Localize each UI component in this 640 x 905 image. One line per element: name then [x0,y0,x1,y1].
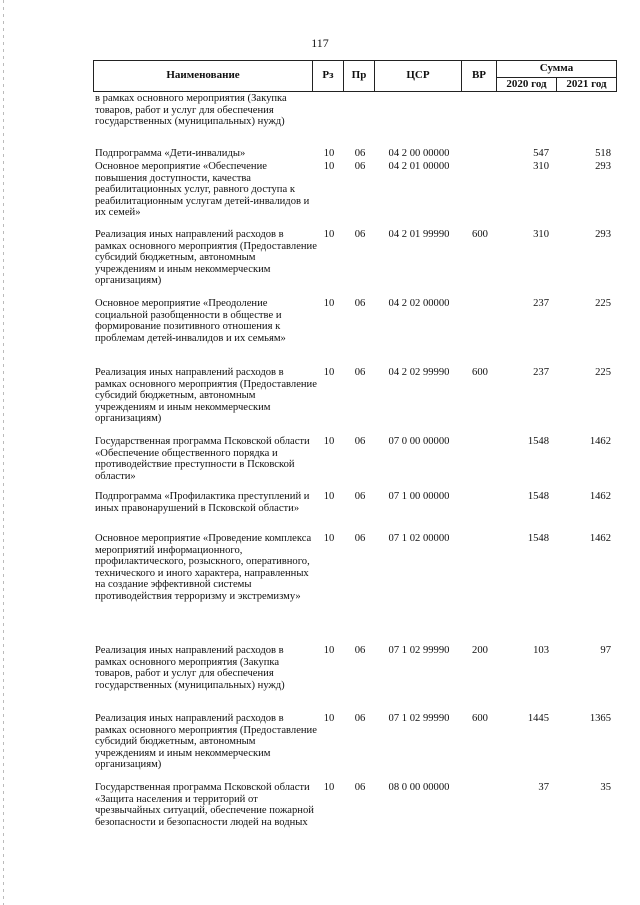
row-name: Подпрограмма «Дети-инвалиды» [95,148,246,159]
header-csr: ЦСР [375,61,462,92]
header-pr: Пр [344,61,375,92]
row-pr: 06 [354,491,366,502]
row-sum-2021: 293 [595,229,611,240]
row-sum-2021: 35 [600,782,611,793]
row-pr: 06 [354,782,366,793]
row-pr: 06 [354,298,366,309]
page-number: 117 [311,36,329,50]
row-sum-2021: 1365 [589,713,611,724]
row-sum-2021: 1462 [589,533,611,544]
row-csr: 07 1 00 00000 [388,491,450,502]
row-csr: 04 2 01 99990 [388,229,450,240]
row-rz: 10 [323,533,335,544]
row-name: Основное мероприятие «Преодоление социальной разобщенности в обществе и формирование позитивного отношения к проблемам детей-инвалидов и их семьям» [95,298,286,344]
row-name: Реализация иных направлений расходов в рамках основного мероприятия (Предоставление субсидий бюджетным, автономным учреждениям и иным некоммерческим организациям) [95,367,317,424]
header-year-2020: 2020 год [497,78,557,92]
row-vr: 600 [472,367,488,378]
row-rz: 10 [323,298,335,309]
row-vr: 600 [472,229,488,240]
row-csr: 04 2 02 99990 [388,367,450,378]
table-header [93,60,617,92]
header-name: Наименование [94,61,313,92]
row-rz: 10 [323,713,335,724]
row-name: Государственная программа Псковской области «Защита населения и территорий от чрезвычайных ситуаций, обеспечение пожарной безопасности и безопасности людей на водных [95,782,314,828]
row-csr: 07 0 00 00000 [388,436,450,447]
row-rz: 10 [323,436,335,447]
row-name: Основное мероприятие «Проведение комплекса мероприятий информационного, профилактического, розыскного, оперативного, технического и иного характера, направленных на создание эффективной системы противодействия терроризму и экстремизму» [95,533,312,602]
row-pr: 06 [354,161,366,172]
row-csr: 04 2 01 00000 [388,161,450,172]
row-rz: 10 [323,148,335,159]
row-rz: 10 [323,782,335,793]
row-sum-2020: 310 [533,161,549,172]
row-vr: 200 [472,645,488,656]
row-name: Реализация иных направлений расходов в рамках основного мероприятия (Закупка товаров, работ и услуг для обеспечения государственных (муниципальных) нужд) [95,645,285,691]
row-sum-2020: 1548 [527,533,549,544]
row-name: в рамках основного мероприятия (Закупка товаров, работ и услуг для обеспечения государственных (муниципальных) нужд) [95,93,287,127]
row-pr: 06 [354,148,366,159]
row-name: Реализация иных направлений расходов в рамках основного мероприятия (Предоставление субсидий бюджетным, автономным учреждениям и иным некоммерческим организациям) [95,229,317,286]
row-sum-2021: 1462 [589,436,611,447]
row-sum-2020: 1445 [527,713,549,724]
row-pr: 06 [354,367,366,378]
header-rz: Рз [313,61,344,92]
row-name: Реализация иных направлений расходов в рамках основного мероприятия (Предоставление субсидий бюджетным, автономным учреждениям и иным некоммерческим организациям) [95,713,317,770]
row-sum-2021: 1462 [589,491,611,502]
scan-edge [3,0,4,905]
row-sum-2021: 97 [600,645,611,656]
header-year-2021: 2021 год [557,78,617,92]
row-vr: 600 [472,713,488,724]
row-rz: 10 [323,645,335,656]
row-csr: 04 2 02 00000 [388,298,450,309]
row-name: Государственная программа Псковской области «Обеспечение общественного порядка и противодействие преступности в Псковской области» [95,436,310,482]
header-vr: ВР [462,61,497,92]
row-sum-2020: 37 [538,782,549,793]
row-sum-2021: 225 [595,367,611,378]
row-sum-2021: 293 [595,161,611,172]
row-sum-2020: 103 [533,645,549,656]
row-sum-2021: 518 [595,148,611,159]
row-rz: 10 [323,491,335,502]
row-sum-2020: 237 [533,298,549,309]
row-sum-2020: 1548 [527,436,549,447]
row-rz: 10 [323,229,335,240]
row-csr: 07 1 02 99990 [388,645,450,656]
row-pr: 06 [354,645,366,656]
row-csr: 04 2 00 00000 [388,148,450,159]
row-name: Подпрограмма «Профилактика преступлений и иных правонарушений в Псковской области» [95,491,310,514]
budget-table [93,60,616,828]
row-pr: 06 [354,533,366,544]
row-pr: 06 [354,436,366,447]
row-name: Основное мероприятие «Обеспечение повышения доступности, качества реабилитационных услуг, равного доступа к реабилитационным услугам детей-инвалидов и их семей» [95,161,310,218]
row-csr: 08 0 00 00000 [388,782,450,793]
row-sum-2020: 237 [533,367,549,378]
row-csr: 07 1 02 99990 [388,713,450,724]
row-sum-2020: 547 [533,148,549,159]
row-pr: 06 [354,713,366,724]
row-sum-2020: 310 [533,229,549,240]
row-rz: 10 [323,367,335,378]
row-pr: 06 [354,229,366,240]
header-sum: Сумма [497,61,617,78]
row-sum-2020: 1548 [527,491,549,502]
row-rz: 10 [323,161,335,172]
row-csr: 07 1 02 00000 [388,533,450,544]
row-sum-2021: 225 [595,298,611,309]
